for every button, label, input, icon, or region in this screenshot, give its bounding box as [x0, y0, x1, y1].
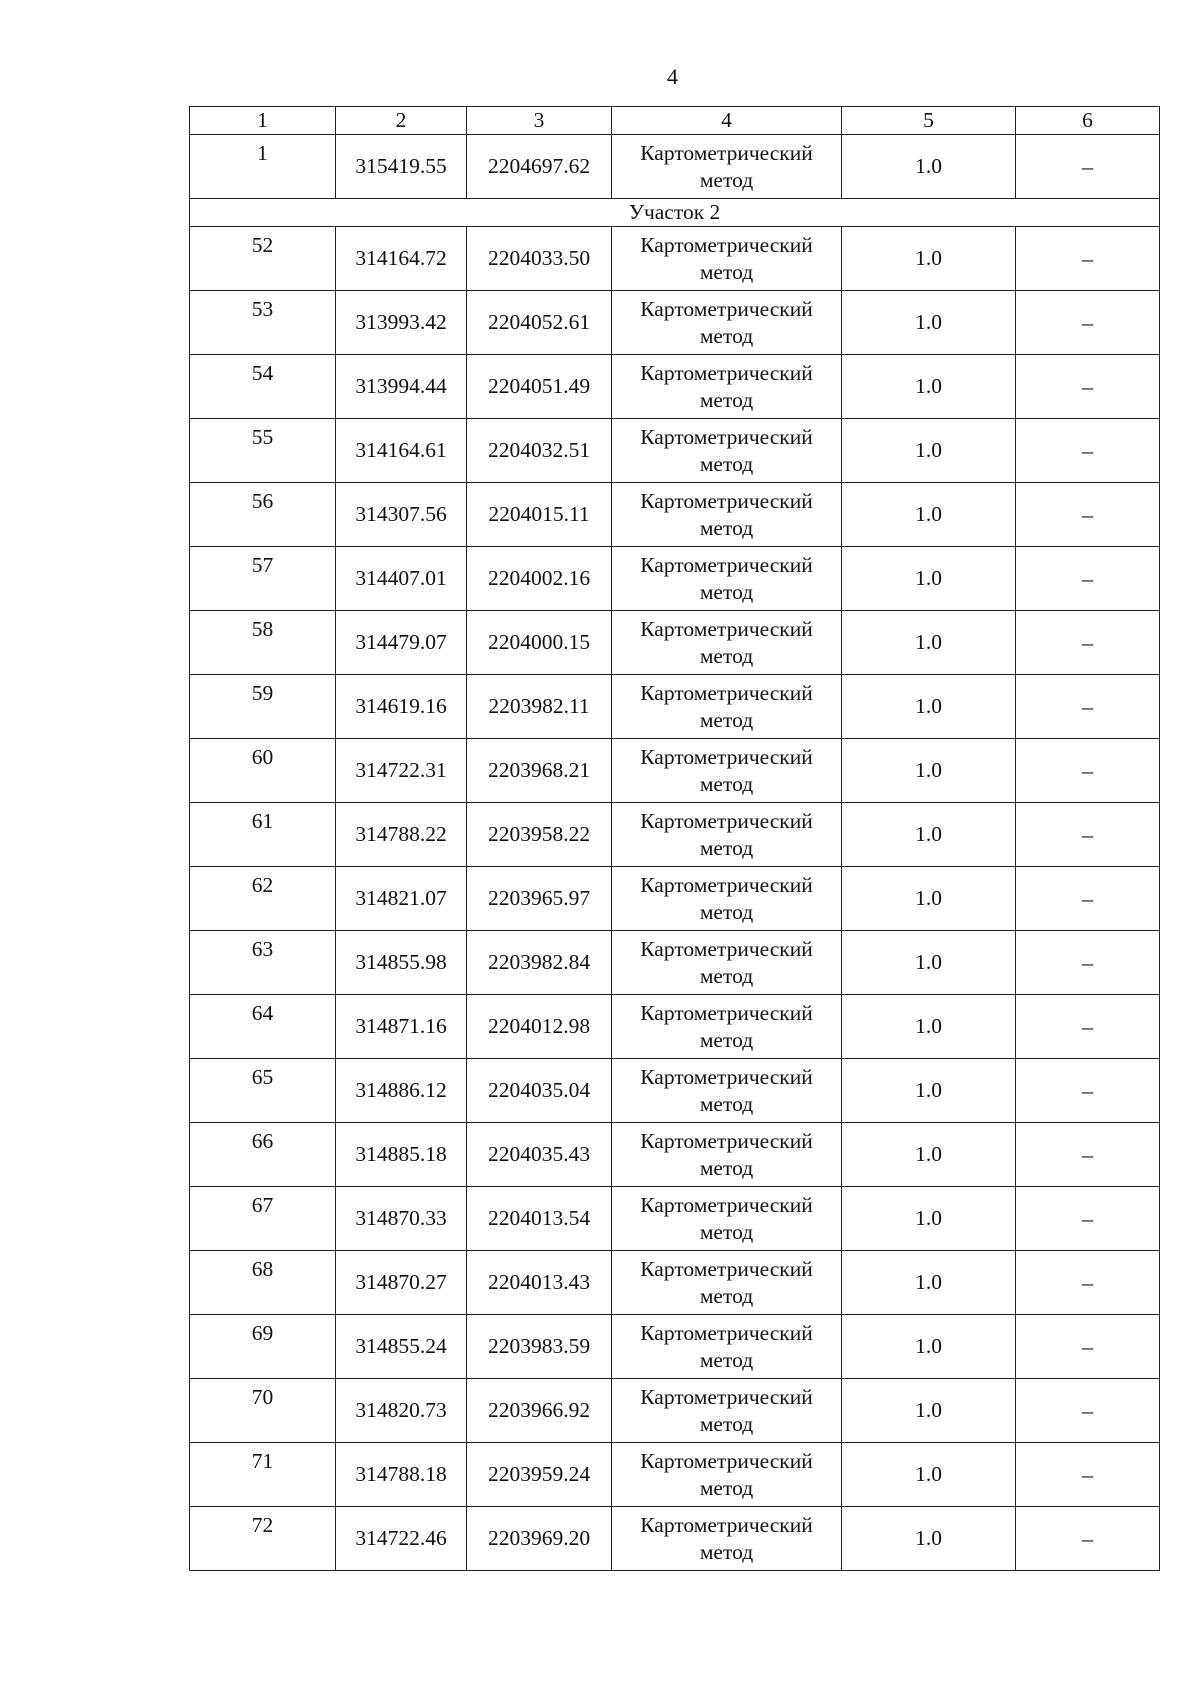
table-header-row: [190, 107, 1160, 135]
method-line2: метод: [699, 1411, 754, 1436]
point-number: 70: [190, 1379, 336, 1443]
coord-y: 2203966.92: [467, 1379, 612, 1443]
method-line1: Картометрический: [640, 1512, 813, 1537]
method-line1: Картометрический: [640, 1000, 813, 1025]
coord-y: 2204013.43: [467, 1251, 612, 1315]
method-cell: [612, 355, 842, 419]
coord-x: 314479.07: [336, 611, 467, 675]
accuracy: 1.0: [842, 675, 1016, 739]
method-line2: метод: [699, 259, 754, 284]
method-cell: [612, 1379, 842, 1443]
note: –: [1016, 1251, 1160, 1315]
method-line1: Картометрический: [640, 1384, 813, 1409]
point-number: 60: [190, 739, 336, 803]
table-row: [190, 867, 1160, 931]
point-number: 63: [190, 931, 336, 995]
accuracy: 1.0: [842, 227, 1016, 291]
method-cell: [612, 1507, 842, 1571]
coord-y: 2204033.50: [467, 227, 612, 291]
note: –: [1016, 1123, 1160, 1187]
method-line1: Картометрический: [640, 1192, 813, 1217]
note: –: [1016, 611, 1160, 675]
coord-x: 314722.31: [336, 739, 467, 803]
method-cell: [612, 1251, 842, 1315]
coord-y: 2204052.61: [467, 291, 612, 355]
column-header: 1: [190, 107, 336, 135]
coord-y: 2203982.11: [467, 675, 612, 739]
method-cell: [612, 1315, 842, 1379]
method-line2: метод: [699, 387, 754, 412]
method-cell: [612, 1187, 842, 1251]
accuracy: 1.0: [842, 1443, 1016, 1507]
note: –: [1016, 803, 1160, 867]
coord-y: 2204013.54: [467, 1187, 612, 1251]
point-number: 1: [190, 135, 336, 199]
coord-x: 314855.24: [336, 1315, 467, 1379]
coord-x: 314164.72: [336, 227, 467, 291]
note: –: [1016, 483, 1160, 547]
note: –: [1016, 419, 1160, 483]
coord-x: 314870.33: [336, 1187, 467, 1251]
table-row: [190, 291, 1160, 355]
method-cell: [612, 675, 842, 739]
coord-y: 2203968.21: [467, 739, 612, 803]
method-line1: Картометрический: [640, 488, 813, 513]
accuracy: 1.0: [842, 931, 1016, 995]
method-line2: метод: [699, 1539, 754, 1564]
method-line2: метод: [699, 643, 754, 668]
point-number: 65: [190, 1059, 336, 1123]
coord-x: 314307.56: [336, 483, 467, 547]
method-cell: [612, 867, 842, 931]
note: –: [1016, 1443, 1160, 1507]
method-line1: Картометрический: [640, 1128, 813, 1153]
coord-x: 314886.12: [336, 1059, 467, 1123]
method-line1: Картометрический: [640, 744, 813, 769]
accuracy: 1.0: [842, 1059, 1016, 1123]
method-line1: Картометрический: [640, 1320, 813, 1345]
point-number: 58: [190, 611, 336, 675]
note: –: [1016, 867, 1160, 931]
point-number: 55: [190, 419, 336, 483]
table-row: [190, 1315, 1160, 1379]
table-row: [190, 1123, 1160, 1187]
accuracy: 1.0: [842, 995, 1016, 1059]
coord-x: 315419.55: [336, 135, 467, 199]
point-number: 53: [190, 291, 336, 355]
coord-y: 2204015.11: [467, 483, 612, 547]
note: –: [1016, 135, 1160, 199]
note: –: [1016, 995, 1160, 1059]
method-cell: [612, 547, 842, 611]
point-number: 54: [190, 355, 336, 419]
method-line2: метод: [699, 1027, 754, 1052]
note: –: [1016, 931, 1160, 995]
coord-x: 313994.44: [336, 355, 467, 419]
coord-x: 314885.18: [336, 1123, 467, 1187]
table-row: [190, 483, 1160, 547]
note: –: [1016, 1507, 1160, 1571]
method-line1: Картометрический: [640, 616, 813, 641]
table-row: [190, 1059, 1160, 1123]
note: –: [1016, 1379, 1160, 1443]
coord-x: 314788.18: [336, 1443, 467, 1507]
method-line2: метод: [699, 1155, 754, 1180]
method-line1: Картометрический: [640, 232, 813, 257]
method-line2: метод: [699, 1091, 754, 1116]
method-line2: метод: [699, 963, 754, 988]
column-header: 3: [467, 107, 612, 135]
accuracy: 1.0: [842, 135, 1016, 199]
method-line1: Картометрический: [640, 296, 813, 321]
method-line2: метод: [699, 167, 754, 192]
coord-y: 2204051.49: [467, 355, 612, 419]
page-number: 4: [667, 64, 678, 89]
column-header: 4: [612, 107, 842, 135]
table-row: [190, 675, 1160, 739]
coord-y: 2204000.15: [467, 611, 612, 675]
coord-y: 2203965.97: [467, 867, 612, 931]
method-line1: Картометрический: [640, 424, 813, 449]
coord-y: 2204035.43: [467, 1123, 612, 1187]
accuracy: 1.0: [842, 739, 1016, 803]
accuracy: 1.0: [842, 291, 1016, 355]
table-row: [190, 1379, 1160, 1443]
point-number: 62: [190, 867, 336, 931]
method-cell: [612, 483, 842, 547]
accuracy: 1.0: [842, 1251, 1016, 1315]
coord-x: 314788.22: [336, 803, 467, 867]
point-number: 61: [190, 803, 336, 867]
method-cell: [612, 995, 842, 1059]
method-line2: метод: [699, 1347, 754, 1372]
column-header: 2: [336, 107, 467, 135]
method-line1: Картометрический: [640, 1064, 813, 1089]
method-line2: метод: [699, 771, 754, 796]
method-line2: метод: [699, 1283, 754, 1308]
coordinates-table: [189, 106, 1160, 1571]
method-line1: Картометрический: [640, 680, 813, 705]
table-row: [190, 995, 1160, 1059]
coord-y: 2203959.24: [467, 1443, 612, 1507]
coord-y: 2203983.59: [467, 1315, 612, 1379]
note: –: [1016, 547, 1160, 611]
table-row: [190, 1507, 1160, 1571]
table-row: [190, 1443, 1160, 1507]
accuracy: 1.0: [842, 1123, 1016, 1187]
method-line2: метод: [699, 1219, 754, 1244]
point-number: 64: [190, 995, 336, 1059]
table-row: [190, 1251, 1160, 1315]
accuracy: 1.0: [842, 419, 1016, 483]
method-cell: [612, 1059, 842, 1123]
coord-x: 314820.73: [336, 1379, 467, 1443]
coord-y: 2204002.16: [467, 547, 612, 611]
accuracy: 1.0: [842, 803, 1016, 867]
coord-y: 2204012.98: [467, 995, 612, 1059]
method-line1: Картометрический: [640, 360, 813, 385]
method-line1: Картометрический: [640, 872, 813, 897]
point-number: 52: [190, 227, 336, 291]
note: –: [1016, 355, 1160, 419]
note: –: [1016, 739, 1160, 803]
accuracy: 1.0: [842, 1507, 1016, 1571]
table-row: [190, 419, 1160, 483]
table-row: [190, 1187, 1160, 1251]
accuracy: 1.0: [842, 547, 1016, 611]
method-line2: метод: [699, 707, 754, 732]
note: –: [1016, 227, 1160, 291]
coord-y: 2204032.51: [467, 419, 612, 483]
method-line1: Картометрический: [640, 808, 813, 833]
method-line1: Картометрический: [640, 1448, 813, 1473]
table-row: [190, 547, 1160, 611]
method-cell: [612, 419, 842, 483]
coord-x: 314855.98: [336, 931, 467, 995]
method-line2: метод: [699, 323, 754, 348]
coord-x: 314164.61: [336, 419, 467, 483]
coord-y: 2203958.22: [467, 803, 612, 867]
point-number: 59: [190, 675, 336, 739]
method-cell: [612, 931, 842, 995]
accuracy: 1.0: [842, 611, 1016, 675]
method-cell: [612, 1443, 842, 1507]
coord-y: 2203969.20: [467, 1507, 612, 1571]
accuracy: 1.0: [842, 1187, 1016, 1251]
point-number: 56: [190, 483, 336, 547]
method-cell: [612, 739, 842, 803]
point-number: 68: [190, 1251, 336, 1315]
method-cell: [612, 135, 842, 199]
accuracy: 1.0: [842, 1315, 1016, 1379]
note: –: [1016, 291, 1160, 355]
accuracy: 1.0: [842, 483, 1016, 547]
method-line2: метод: [699, 899, 754, 924]
table-row: [190, 803, 1160, 867]
point-number: 66: [190, 1123, 336, 1187]
coord-y: 2204035.04: [467, 1059, 612, 1123]
coord-y: 2203982.84: [467, 931, 612, 995]
method-line2: метод: [699, 579, 754, 604]
section-title: Участок 2: [190, 199, 1160, 227]
method-cell: [612, 1123, 842, 1187]
method-line2: метод: [699, 515, 754, 540]
accuracy: 1.0: [842, 355, 1016, 419]
note: –: [1016, 675, 1160, 739]
table-row: [190, 135, 1160, 199]
coord-x: 314870.27: [336, 1251, 467, 1315]
column-header: 6: [1016, 107, 1160, 135]
method-line1: Картометрический: [640, 1256, 813, 1281]
table-row: [190, 931, 1160, 995]
point-number: 71: [190, 1443, 336, 1507]
method-line1: Картометрический: [640, 552, 813, 577]
coord-x: 314407.01: [336, 547, 467, 611]
table-row: [190, 227, 1160, 291]
point-number: 57: [190, 547, 336, 611]
method-line2: метод: [699, 835, 754, 860]
point-number: 67: [190, 1187, 336, 1251]
table-row: [190, 355, 1160, 419]
coord-x: 314821.07: [336, 867, 467, 931]
note: –: [1016, 1059, 1160, 1123]
coord-x: 314722.46: [336, 1507, 467, 1571]
note: –: [1016, 1315, 1160, 1379]
section-row: [190, 199, 1160, 227]
table-row: [190, 739, 1160, 803]
note: –: [1016, 1187, 1160, 1251]
column-header: 5: [842, 107, 1016, 135]
coord-x: 314871.16: [336, 995, 467, 1059]
method-cell: [612, 227, 842, 291]
point-number: 69: [190, 1315, 336, 1379]
coord-y: 2204697.62: [467, 135, 612, 199]
accuracy: 1.0: [842, 867, 1016, 931]
method-line1: Картометрический: [640, 140, 813, 165]
method-cell: [612, 803, 842, 867]
coord-x: 313993.42: [336, 291, 467, 355]
coord-x: 314619.16: [336, 675, 467, 739]
method-cell: [612, 291, 842, 355]
method-line2: метод: [699, 451, 754, 476]
method-cell: [612, 611, 842, 675]
method-line1: Картометрический: [640, 936, 813, 961]
accuracy: 1.0: [842, 1379, 1016, 1443]
point-number: 72: [190, 1507, 336, 1571]
method-line2: метод: [699, 1475, 754, 1500]
table-row: [190, 611, 1160, 675]
